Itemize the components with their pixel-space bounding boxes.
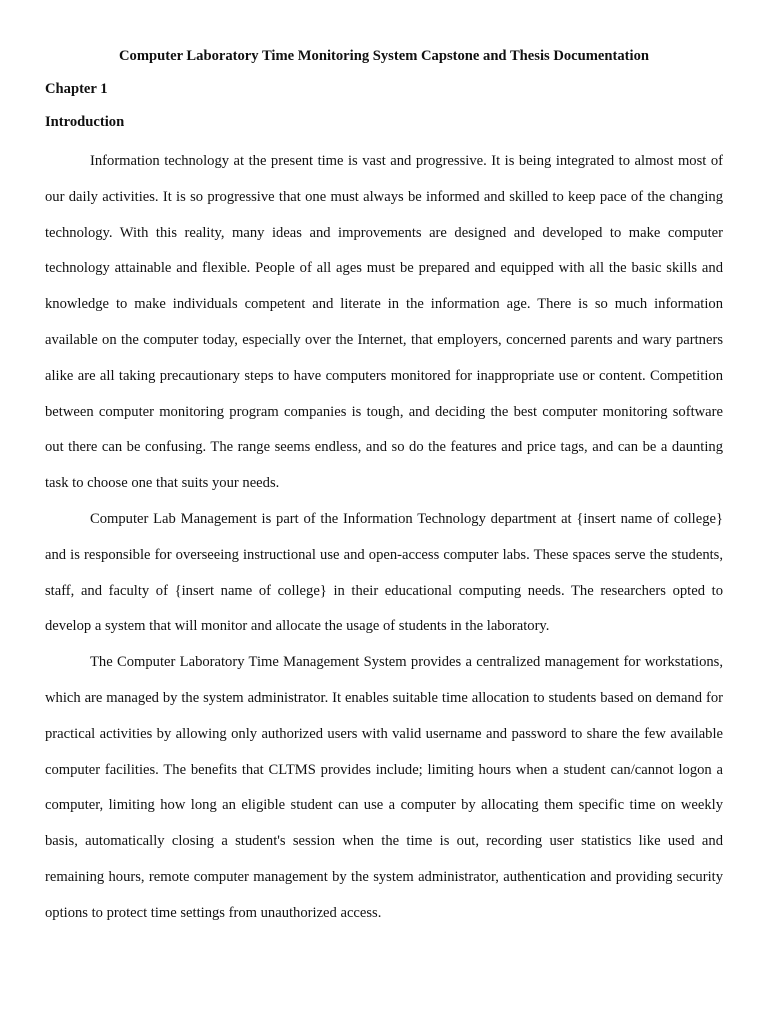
chapter-heading: Chapter 1 <box>45 81 108 97</box>
document-title: Computer Laboratory Time Monitoring System Capstone and Thesis Documentation <box>119 48 649 64</box>
section-heading: Introduction <box>45 114 125 130</box>
document-page <box>45 45 723 932</box>
paragraph-1: Information technology at the present time is vast and progressive. It is being integrated to almost most of our daily activities. It is so progressive that one must always be informed and skilled to keep pace of the changing technology. With this reality, many ideas and improvements are designed and developed to make computer technology attainable and flexible. People of all ages must be prepared and equipped with all the basic skills and knowledge to make individuals competent and literate in the information age. There is so much information available on the computer today, especially over the Internet, that employers, concerned parents and wary partners alike are all taking precautionary steps to have computers monitored for inappropriate use or content. Competition between computer monitoring program companies is tough, and deciding the best computer monitoring software out there can be confusing. The range seems endless, and so do the features and price tags, and can be a daunting task to choose one that suits your needs. <box>45 153 723 492</box>
paragraph-2: Computer Lab Management is part of the Information Technology department at {insert name of college} and is responsible for overseeing instructional use and open-access computer labs. These spaces serve the students, staff, and faculty of {insert name of college} in their educational computing needs. The researchers opted to develop a system that will monitor and allocate the usage of students in the laboratory. <box>45 510 723 635</box>
paragraph-3: The Computer Laboratory Time Management System provides a centralized management for workstations, which are managed by the system administrator. It enables suitable time allocation to students based on demand for practical activities by allowing only authorized users with valid username and password to share the few available computer facilities. The benefits that CLTMS provides include; limiting hours when a student can/cannot logon a computer, limiting how long an eligible student can use a computer by allocating them specific time on weekly basis, automatically closing a student's session when the time is out, recording user statistics like used and remaining hours, remote computer management by the system administrator, authentication and providing security options to protect time settings from unauthorized access. <box>45 654 723 921</box>
